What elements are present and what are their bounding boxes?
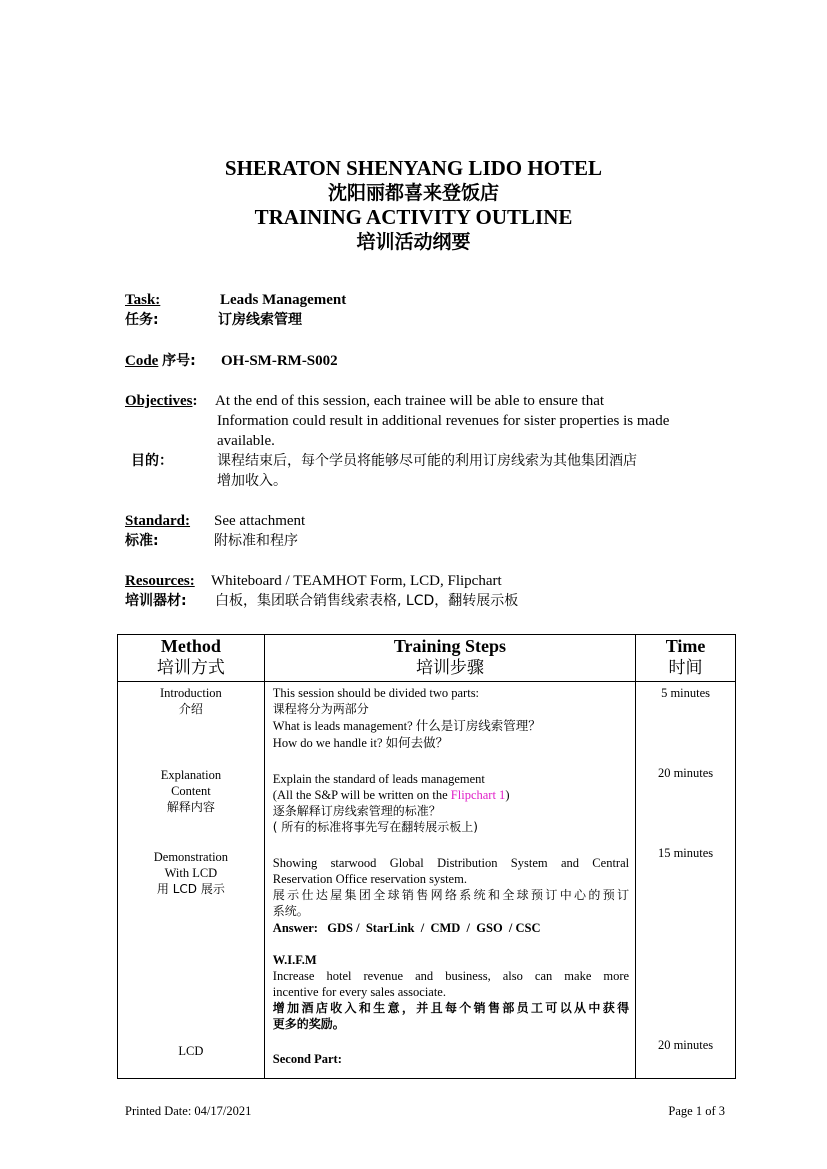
time-header-en: Time [665, 636, 706, 656]
step-flipchart-note-cn: ( 所有的标准将事先写在翻转展示板上) [272, 820, 478, 834]
objectives-colon: : [192, 393, 198, 409]
document-title: TRAINING ACTIVITY OUTLINE [254, 205, 573, 229]
code-label-cn: 序号: [162, 353, 196, 369]
step-wifm-text: Increase hotel revenue and business, also can make more [272, 969, 630, 983]
standard-value-cn: 附标准和程序 [214, 533, 298, 549]
step-wifm-cn: 增加酒店收入和生意，并且每个销售部员工可以从中获得 [272, 1001, 630, 1015]
document-title-cn: 培训活动纲要 [356, 230, 471, 253]
steps-header [264, 635, 635, 682]
task-value-cn: 订房线索管理 [218, 312, 302, 328]
method-content: Content [171, 784, 211, 798]
method-header-en: Method [160, 636, 221, 656]
printed-date: Printed Date: 04/17/2021 [125, 1104, 252, 1118]
table-row [118, 682, 736, 1079]
step-showing-cn: 展示仕达屋集团全球销售网络系统和全球预订中心的预订 [272, 888, 630, 902]
time-cell [636, 682, 736, 1079]
method-demonstration-cn: 用 LCD 展示 [156, 882, 225, 896]
objectives-section [125, 392, 745, 492]
steps-header-cn: 培训步骤 [415, 658, 484, 678]
step-wifm-cn-2: 更多的奖励。 [272, 1017, 345, 1031]
steps-cell [264, 682, 635, 1079]
code-label: Code [125, 353, 159, 369]
time-header [636, 635, 736, 682]
objectives-cn-line-2: 增加收入。 [217, 473, 287, 489]
method-cell [118, 682, 265, 1079]
step-wifm: W.I.F.M [272, 953, 317, 967]
step-flipchart-note-end: ) [505, 788, 510, 802]
code-value: OH-SM-RM-S002 [221, 353, 338, 369]
objectives-line-2: Information could result in additional revenues for sister properties is made [217, 413, 670, 429]
objectives-label-cn: 目的： [131, 453, 173, 469]
step-showing: Showing starwood Global Distribution System and Central [272, 856, 630, 870]
task-section [125, 291, 745, 331]
method-header-cn: 培训方式 [156, 658, 225, 678]
resources-label: Resources: [125, 573, 195, 589]
standard-section [125, 512, 745, 552]
document-header [0, 156, 827, 254]
time-explanation: 20 minutes [657, 766, 714, 780]
method-introduction: Introduction [160, 686, 222, 700]
task-value: Leads Management [220, 292, 347, 308]
flipchart-link: Flipchart 1 [450, 788, 506, 802]
code-section [125, 352, 745, 372]
resources-label-cn: 培训器材: [125, 593, 187, 609]
training-steps-table [117, 634, 736, 1079]
step-flipchart-note-text: (All the S&P will be written on the [272, 788, 451, 802]
method-explanation: Explanation [160, 768, 222, 782]
objectives-cn-line-1: 课程结束后，每个学员将能够尽可能的利用订房线索为其他集团酒店 [217, 453, 637, 469]
method-explanation-cn: 解释内容 [166, 800, 215, 814]
resources-value: Whiteboard / TEAMHOT Form, LCD, Flipchart [211, 573, 502, 589]
method-with-lcd: With LCD [164, 866, 218, 880]
method-introduction-cn: 介绍 [178, 702, 203, 716]
time-demonstration: 15 minutes [657, 846, 714, 860]
step-answer: Answer: GDS / StarLink / CMD / GSO / CSC [272, 921, 541, 935]
step-wifm-text-2: incentive for every sales associate. [272, 985, 446, 999]
objectives-line-1: At the end of this session, each trainee will be able to ensure that [215, 393, 605, 409]
hotel-name: SHERATON SHENYANG LIDO HOTEL [224, 156, 603, 180]
objectives-line-3: available. [217, 433, 275, 449]
time-introduction: 5 minutes [661, 686, 711, 700]
method-demonstration: Demonstration [153, 850, 229, 864]
method-header [118, 635, 265, 682]
method-lcd: LCD [178, 1044, 204, 1058]
step-showing-cn-2: 系统。 [272, 904, 309, 918]
step-flipchart-note [273, 787, 629, 803]
step-explain-cn: 逐条解释订房线索管理的标准？ [272, 804, 441, 818]
step-showing-2: Reservation Office reservation system. [272, 872, 467, 886]
step-intro-cn: 课程将分为两部分 [272, 702, 369, 716]
standard-label-cn: 标准: [125, 533, 159, 549]
objectives-label: Objectives [125, 393, 193, 409]
step-second-part: Second Part: [272, 1052, 342, 1066]
resources-value-cn: 白板，集团联合销售线索表格, LCD，翻转展示板 [215, 593, 519, 609]
task-label-cn: 任务: [125, 312, 159, 328]
task-label: Task: [125, 292, 161, 308]
time-header-cn: 时间 [668, 658, 703, 678]
standard-value: See attachment [214, 513, 306, 529]
time-lcd: 20 minutes [657, 1038, 714, 1052]
resources-section [125, 572, 745, 612]
step-question-2: How do we handle it? 如何去做？ [272, 736, 449, 750]
step-explain: Explain the standard of leads management [272, 772, 485, 786]
step-intro: This session should be divided two parts: [272, 686, 480, 700]
step-question-1: What is leads management? 什么是订房线索管理？ [272, 719, 541, 733]
table-header-row [118, 635, 736, 682]
standard-label: Standard: [125, 513, 191, 529]
hotel-name-cn: 沈阳丽都喜来登饭店 [327, 181, 499, 204]
steps-header-en: Training Steps [393, 636, 507, 656]
page-number: Page 1 of 3 [668, 1104, 725, 1118]
